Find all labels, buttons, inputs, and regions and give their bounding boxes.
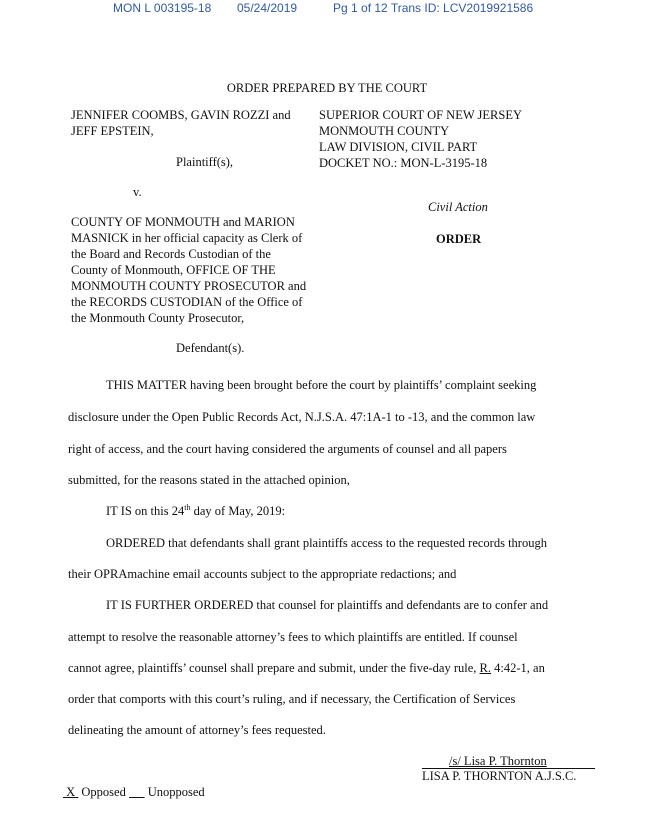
body-line: attempt to resolve the reasonable attorney’s fees to which plaintiffs are entitled. If counsel xyxy=(68,630,518,644)
body-line: IT IS FURTHER ORDERED that counsel for plaintiffs and defendants are to confer and xyxy=(106,598,549,612)
plaintiff-label: Plaintiff(s), xyxy=(176,155,234,169)
date-line xyxy=(106,504,285,519)
body-line: delineating the amount of attorney’s fees requested. xyxy=(68,723,326,737)
body-line: order that comports with this court’s ruling, and if necessary, the Certification of Services xyxy=(68,692,516,706)
court-block xyxy=(319,107,522,171)
judge-name: LISA P. THORNTON A.J.S.C. xyxy=(422,769,577,783)
signature-line xyxy=(422,754,595,769)
body-line: right of access, and the court having considered the arguments of counsel and all papers xyxy=(68,442,507,456)
defendants-line: the Board and Records Custodian of the xyxy=(71,247,271,261)
electronic-signature: /s/ Lisa P. Thornton xyxy=(449,754,547,768)
date-stamp: 05/24/2019 xyxy=(237,1,298,15)
court-line: DOCKET NO.: MON-L-3195-18 xyxy=(319,156,488,170)
opposed-mark: X xyxy=(66,785,76,799)
opposed-label: Opposed xyxy=(81,785,126,799)
action-type: Civil Action xyxy=(428,200,488,214)
defendants-line: the RECORDS CUSTODIAN of the Office of xyxy=(71,295,303,309)
body-line: ORDERED that defendants shall grant plaintiffs access to the requested records through xyxy=(106,536,547,550)
plaintiffs-line: JEFF EPSTEIN, xyxy=(71,124,154,138)
plaintiffs-block xyxy=(71,107,291,139)
body-line: submitted, for the reasons stated in the attached opinion, xyxy=(68,473,350,487)
body-line-text: cannot agree, plaintiffs’ counsel shall prepare and submit, under the five-day rule, xyxy=(68,661,480,675)
court-line: LAW DIVISION, CIVIL PART xyxy=(319,140,478,154)
date-line-prefix: IT IS on this 24 xyxy=(106,504,185,518)
court-line: SUPERIOR COURT OF NEW JERSEY xyxy=(319,108,522,122)
defendant-label: Defendant(s). xyxy=(176,341,245,355)
signature-block xyxy=(422,754,595,784)
rule-citation: R. xyxy=(479,661,492,675)
defendants-line: MONMOUTH COUNTY PROSECUTOR and xyxy=(71,279,307,293)
body-line: disclosure under the Open Public Records Act, N.J.S.A. 47:1A-1 to -13, and the common law xyxy=(68,410,536,424)
court-line: MONMOUTH COUNTY xyxy=(319,124,450,138)
body-line-text: 4:42-1, an xyxy=(491,661,545,675)
docket-stamp: MON L 003195-18 xyxy=(113,1,212,15)
body-line: their OPRAmachine email accounts subject to the appropriate redactions; and xyxy=(68,567,457,581)
filing-stamp-header xyxy=(0,0,654,18)
body-line: THIS MATTER having been brought before the court by plaintiffs’ complaint seeking xyxy=(106,378,537,392)
opposed-checkbox xyxy=(63,785,78,799)
unopposed-label: Unopposed xyxy=(147,785,205,799)
defendants-line: COUNTY OF MONMOUTH and MARION xyxy=(71,215,295,229)
date-line-sup: th xyxy=(184,503,191,512)
unopposed-checkbox xyxy=(129,785,145,799)
motion-status xyxy=(63,785,205,800)
versus: v. xyxy=(133,185,142,199)
defendants-line: MASNICK in her official capacity as Clerk of xyxy=(71,231,303,245)
defendants-line: County of Monmouth, OFFICE OF THE xyxy=(71,263,276,277)
document-title: ORDER PREPARED BY THE COURT xyxy=(226,81,428,95)
defendants-line: the Monmouth County Prosecutor, xyxy=(71,311,245,325)
document-type: ORDER xyxy=(436,232,482,246)
defendants-block xyxy=(71,214,306,326)
date-line-suffix: day of May, 2019: xyxy=(190,504,286,518)
body-line xyxy=(68,661,545,676)
plaintiffs-line: JENNIFER COOMBS, GAVIN ROZZI and xyxy=(71,108,291,122)
page-trans-id: Pg 1 of 12 Trans ID: LCV2019921586 xyxy=(333,1,534,15)
